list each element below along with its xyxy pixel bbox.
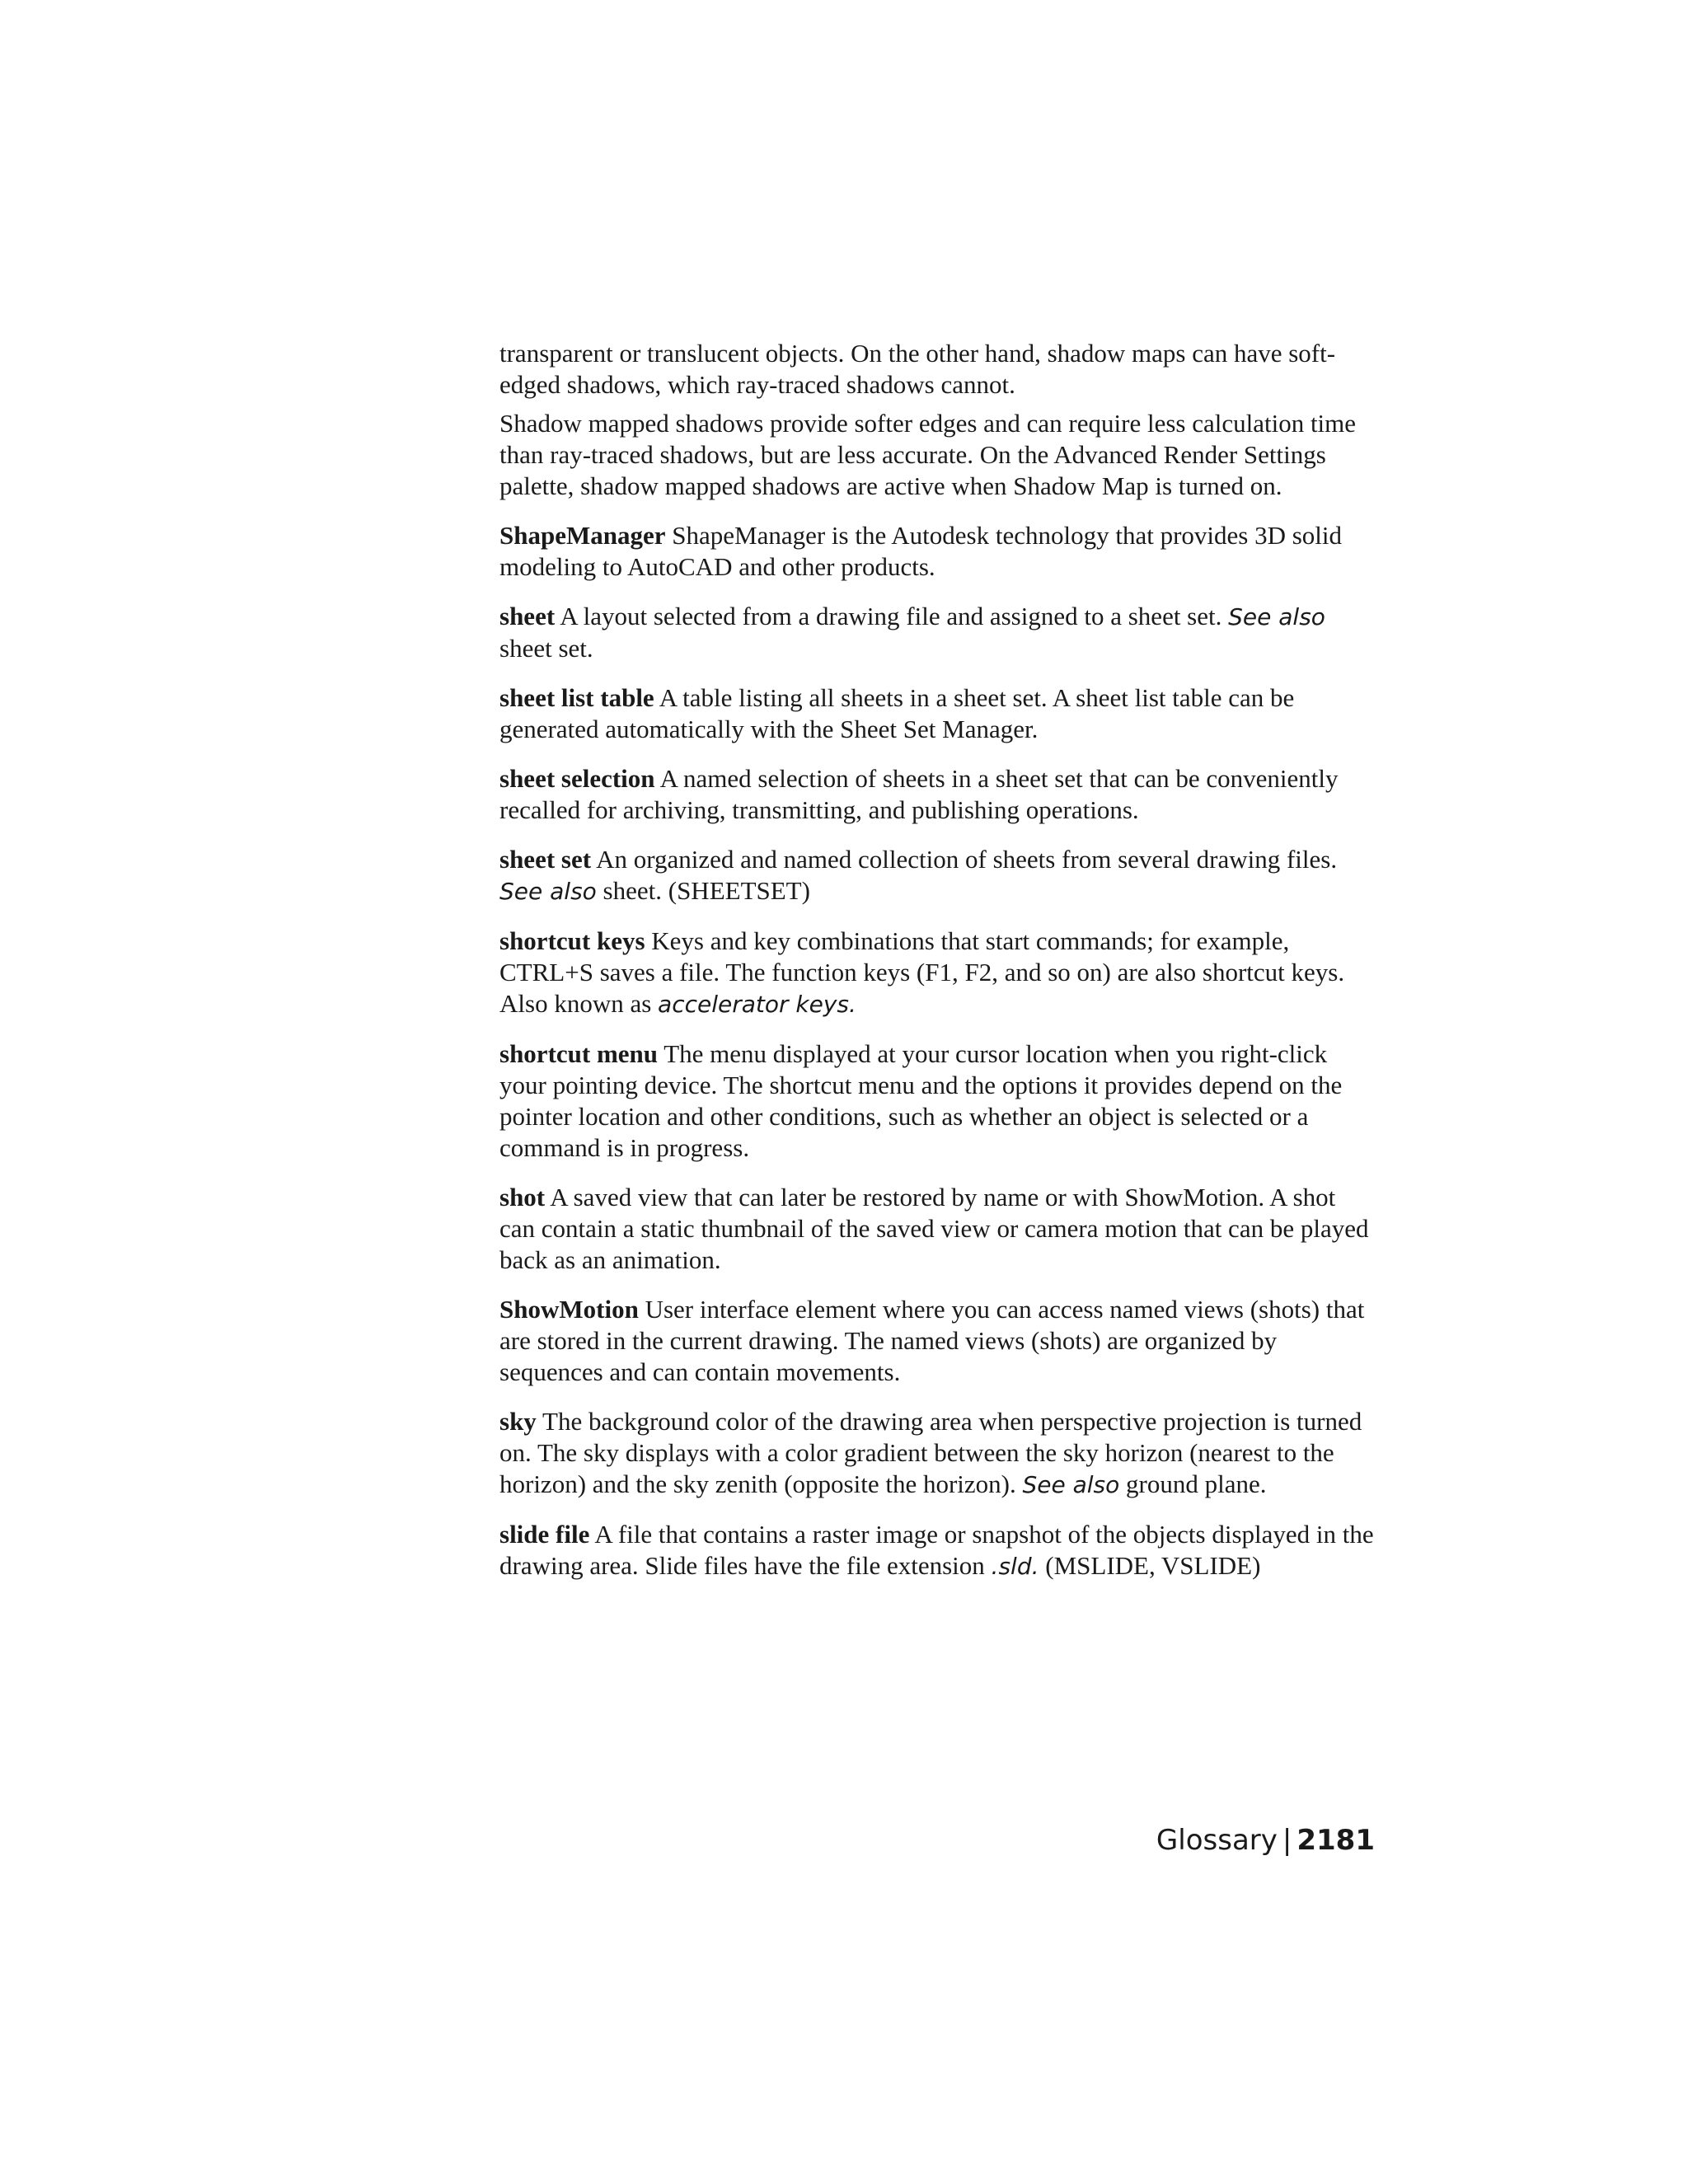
- glossary-term: sheet set: [499, 845, 592, 874]
- see-also-reference: sheet. (SHEETSET): [603, 876, 810, 905]
- glossary-entry-shot: [499, 1182, 1375, 1276]
- glossary-entry-sheet-set: [499, 844, 1375, 907]
- glossary-definition: Keys and key combinations that start commands; for example, CTRL+S saves a file. The function keys (F1, F2, and so on) are also shortcut keys. Also known as: [499, 926, 1345, 1018]
- glossary-entry-shapemanager: [499, 520, 1375, 583]
- command-names: (MSLIDE, VSLIDE): [1045, 1551, 1261, 1580]
- see-also-reference: sheet set.: [499, 634, 593, 663]
- see-also-label: See also: [499, 878, 597, 905]
- glossary-definition: ShapeManager is the Autodesk technology that provides 3D solid modeling to AutoCAD and other products.: [499, 521, 1343, 581]
- glossary-definition: User interface element where you can access named views (shots) that are stored in the current drawing. The named views (shots) are organized by sequences and can contain movements.: [499, 1295, 1365, 1386]
- glossary-definition: A file that contains a raster image or snapshot of the objects displayed in the drawing area. Slide files have the file extension: [499, 1520, 1374, 1580]
- glossary-entry-sheet-selection: [499, 763, 1375, 826]
- glossary-term: ShowMotion: [499, 1295, 639, 1324]
- page-number: 2181: [1296, 1824, 1375, 1857]
- footer-section-title: Glossary: [1156, 1824, 1278, 1857]
- footer-separator: |: [1282, 1824, 1292, 1857]
- glossary-entry-sky: [499, 1406, 1375, 1501]
- glossary-definition: The menu displayed at your cursor location when you right-click your pointing device. The shortcut menu and the options it provides depend on the pointer location and other conditions, such as whether an object is selected or a command is in progress.: [499, 1039, 1343, 1162]
- glossary-entry-shortcut-keys: [499, 926, 1375, 1020]
- glossary-definition: An organized and named collection of sheets from several drawing files.: [596, 845, 1338, 874]
- glossary-term: sheet selection: [499, 764, 655, 793]
- glossary-entry-shortcut-menu: [499, 1038, 1375, 1164]
- glossary-text-column: [499, 338, 1375, 1601]
- glossary-entry-showmotion: [499, 1294, 1375, 1388]
- glossary-term: shot: [499, 1183, 546, 1212]
- see-also-label: See also: [1228, 603, 1325, 630]
- italic-term: accelerator keys.: [658, 991, 856, 1018]
- glossary-term: shortcut menu: [499, 1039, 659, 1068]
- glossary-entry-sheet: [499, 601, 1375, 664]
- file-extension: .sld.: [991, 1553, 1039, 1580]
- glossary-term: slide file: [499, 1520, 590, 1549]
- page-footer: [1156, 1824, 1375, 1857]
- glossary-term: shortcut keys: [499, 926, 645, 955]
- glossary-definition: A named selection of sheets in a sheet set that can be conveniently recalled for archiving, transmitting, and publishing operations.: [499, 764, 1339, 824]
- glossary-definition: A table listing all sheets in a sheet set. A sheet list table can be generated automatically with the Sheet Set Manager.: [499, 683, 1295, 743]
- glossary-term: sheet: [499, 602, 556, 630]
- see-also-reference: ground plane.: [1126, 1469, 1267, 1498]
- glossary-entry-slide-file: [499, 1519, 1375, 1582]
- intro-paragraph-1: transparent or translucent objects. On the other hand, shadow maps can have soft-edged shadows, which ray-traced shadows cannot.: [499, 339, 1336, 399]
- glossary-definition: A layout selected from a drawing file and assigned to a sheet set.: [560, 602, 1222, 630]
- glossary-definition: The background color of the drawing area when perspective projection is turned on. The sky displays with a color gradient between the sky horizon (nearest to the horizon) and the sky zenith (opposite the horizon).: [499, 1407, 1362, 1498]
- glossary-term: sky: [499, 1407, 537, 1436]
- intro-paragraph-2: Shadow mapped shadows provide softer edges and can require less calculation time than ray-traced shadows, but are less accurate. On the Advanced Render Settings palette, shadow mapped shadows are active when Shadow Map is turned on.: [499, 409, 1357, 500]
- glossary-entry-sheet-list-table: [499, 682, 1375, 745]
- glossary-definition: A saved view that can later be restored by name or with ShowMotion. A shot can contain a static thumbnail of the saved view or camera motion that can be played back as an animation.: [499, 1183, 1369, 1274]
- glossary-term: sheet list table: [499, 683, 654, 712]
- see-also-label: See also: [1022, 1471, 1120, 1498]
- glossary-term: ShapeManager: [499, 521, 666, 550]
